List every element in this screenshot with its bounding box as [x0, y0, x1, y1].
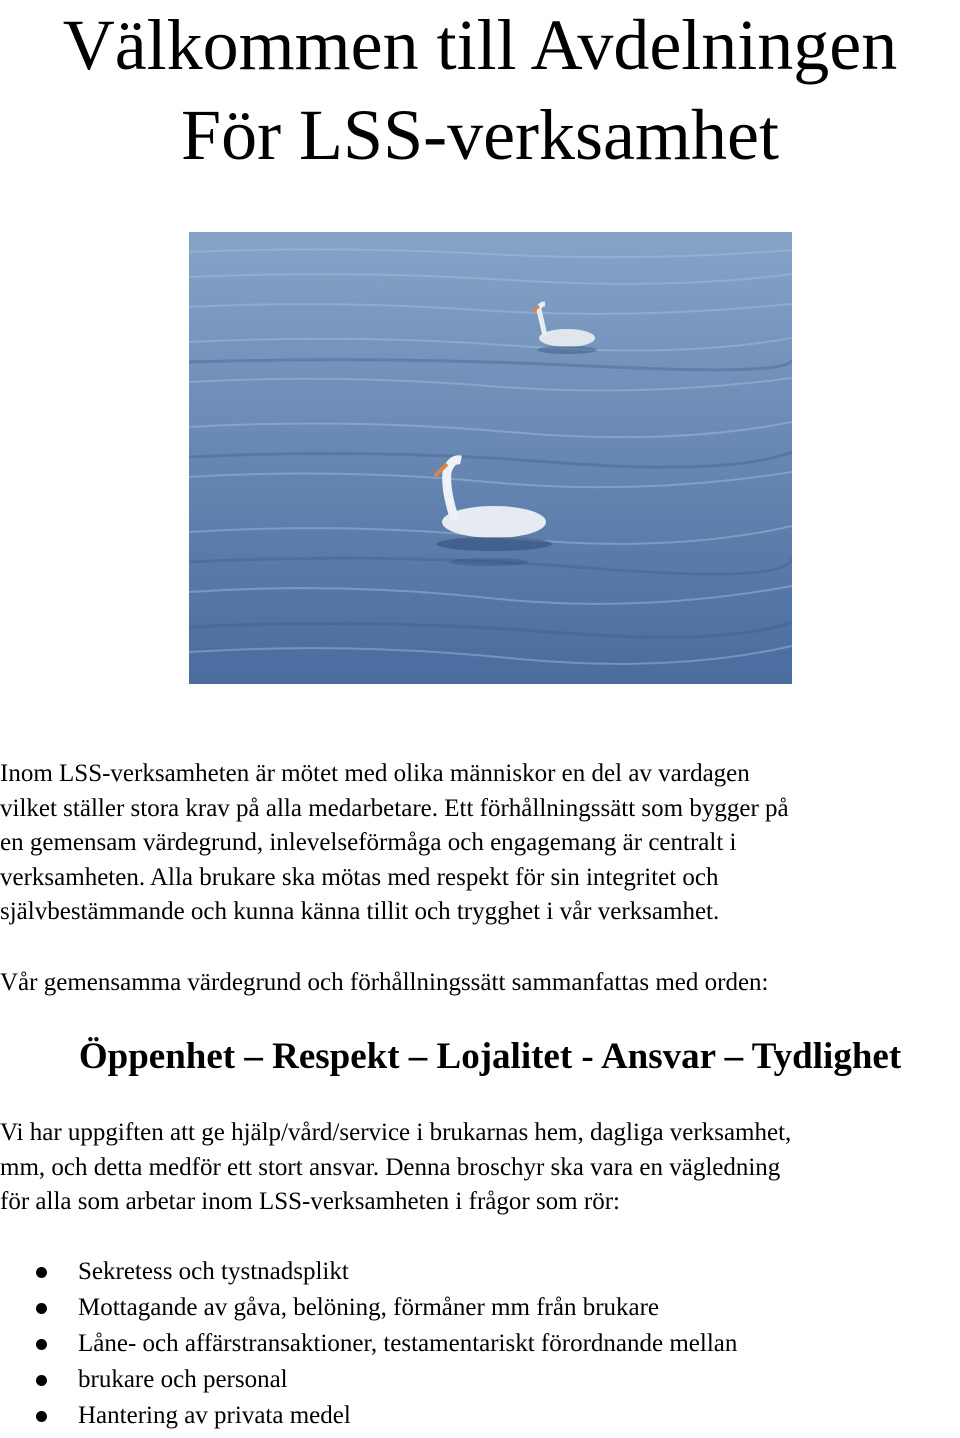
title-line-2: För LSS-verksamhet — [181, 95, 779, 175]
list-item — [0, 1362, 960, 1398]
topic-list — [0, 1254, 960, 1434]
intro-line: en gemensam värdegrund, inlevelseförmåga och engagemang är centralt i — [0, 829, 737, 856]
title-line-1: Välkommen till Avdelningen — [62, 5, 898, 85]
intro-paragraph — [0, 757, 960, 930]
intro-line: verksamheten. Alla brukare ska mötas med respekt för sin integritet och — [0, 863, 719, 891]
intro-line: självbestämmande och kunna känna tillit och trygghet i vår verksamhet. — [0, 898, 720, 925]
list-item — [0, 1398, 960, 1434]
list-item — [0, 1290, 960, 1326]
swans-on-water-photo — [189, 232, 792, 684]
bullet-icon — [36, 1339, 47, 1350]
bullet-icon — [36, 1267, 47, 1278]
task-line: Vi har uppgiften att ge hjälp/vård/service i brukarnas hem, dagliga verksamhet, — [0, 1119, 792, 1146]
task-line: mm, och detta medför ett stort ansvar. Denna broschyr ska vara en vägledning — [0, 1153, 781, 1181]
list-item-text: Hantering av privata medel — [78, 1402, 351, 1429]
bullet-icon — [36, 1411, 47, 1422]
list-item-text: Mottagande av gåva, belöning, förmåner mm från brukare — [78, 1294, 660, 1321]
list-item-text: brukare och personal — [78, 1366, 288, 1393]
list-item — [0, 1326, 960, 1362]
bullet-icon — [36, 1375, 47, 1386]
page-title — [0, 0, 960, 180]
values-intro-paragraph — [0, 966, 960, 1001]
list-item-text: Sekretess och tystnadsplikt — [78, 1258, 349, 1285]
list-item — [0, 1254, 960, 1290]
values-heading: Öppenhet – Respekt – Lojalitet - Ansvar – Tydlighet — [78, 1036, 902, 1077]
intro-line: Inom LSS-verksamheten är mötet med olika människor en del av vardagen — [0, 760, 750, 787]
intro-line: vilket ställer stora krav på alla medarbetare. Ett förhållningssätt som bygger på — [0, 794, 789, 822]
task-line: för alla som arbetar inom LSS-verksamheten i frågor som rör: — [0, 1188, 620, 1215]
values-intro-text: Vår gemensamma värdegrund och förhållningssätt sammanfattas med orden: — [0, 969, 769, 996]
list-item-text: Låne- och affärstransaktioner, testamentariskt förordnande mellan — [78, 1330, 738, 1357]
bullet-icon — [36, 1303, 47, 1314]
task-paragraph — [0, 1116, 960, 1220]
